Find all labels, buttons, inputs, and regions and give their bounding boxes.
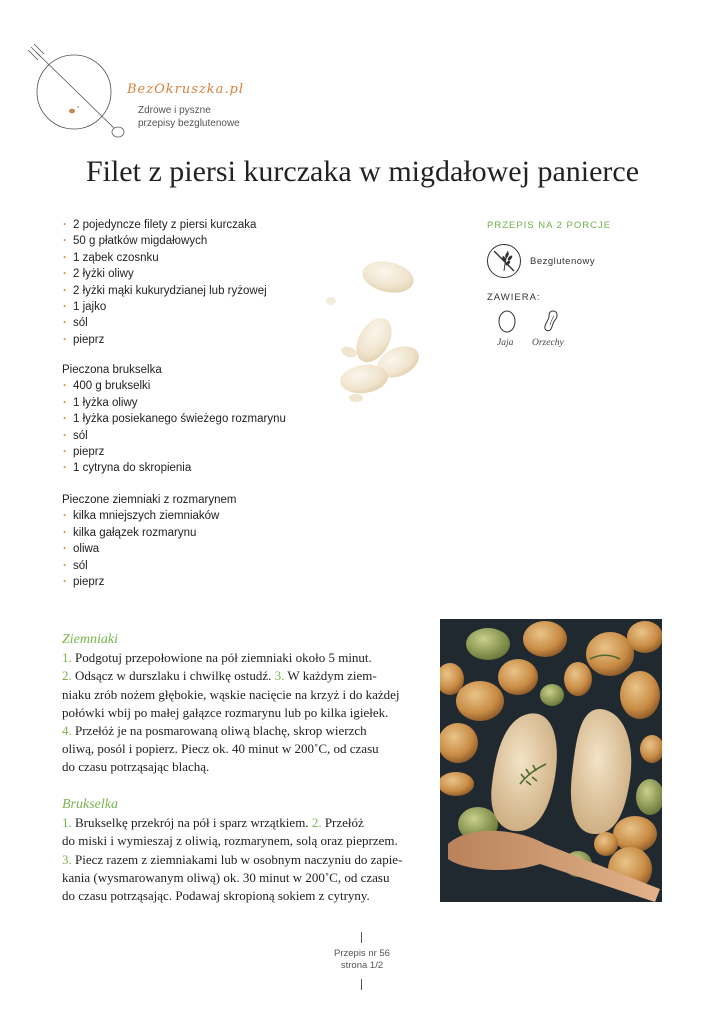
method-line xyxy=(62,814,427,832)
method-line: niaku zrób nożem głębokie, wąskie nacięcie na krzyż i do każdej xyxy=(62,686,400,702)
method-line: połówki wbij po małej gałązce rozmarynu lub po kilka igiełek. xyxy=(62,704,389,720)
method-heading: Ziemniaki xyxy=(62,632,118,647)
egg-icon xyxy=(497,309,517,333)
brand-logo xyxy=(22,40,132,140)
list-item: · 1 łyżka posiekanego świeżego rozmarynu xyxy=(62,411,286,427)
method-line xyxy=(62,851,427,869)
nut-icon xyxy=(541,309,561,333)
method-line: do czasu potrząsając blachą. xyxy=(62,759,210,775)
step-number: 1. xyxy=(62,650,72,666)
method-line xyxy=(62,722,427,740)
list-item: · oliwa xyxy=(62,541,236,557)
step-number: 4. xyxy=(62,723,72,739)
tagline-line-1: Zdrowe i pyszne xyxy=(138,105,211,116)
list-item: · 2 łyżki mąki kukurydzianej lub ryżowej xyxy=(62,283,267,299)
method-line xyxy=(62,649,427,667)
portions-label: PRZEPIS NA 2 PORCJE xyxy=(487,220,612,231)
ingredients-brussels xyxy=(62,362,286,477)
section-heading: Pieczona brukselka xyxy=(62,364,162,376)
method-line: kania (wysmarowanym oliwą) ok. 30 minut w 200˚C, od czasu xyxy=(62,869,390,885)
list-item: · 1 łyżka oliwy xyxy=(62,395,286,411)
list-item: · kilka mniejszych ziemniaków xyxy=(62,508,236,524)
list-item: · 2 pojedyncze filety z piersi kurczaka xyxy=(62,217,267,233)
section-heading: Pieczone ziemniaki z rozmarynem xyxy=(62,494,237,506)
gluten-free-icon xyxy=(486,243,522,279)
list-item: · 1 jajko xyxy=(62,299,267,315)
brand-tagline xyxy=(138,104,268,130)
step-text: Odsącz w durszlaku i chwilkę ostudź. xyxy=(71,668,275,684)
footer xyxy=(300,948,424,972)
recipe-number: Przepis nr 56 xyxy=(334,948,390,959)
step-number: 2. xyxy=(311,815,322,831)
method-brussels xyxy=(62,796,427,905)
step-text: Podgotuj przepołowione na pół ziemniaki około 5 minut. xyxy=(71,650,372,666)
ingredients-main xyxy=(62,217,267,348)
list-item: · 50 g płatków migdałowych xyxy=(62,233,267,249)
footer-divider-top xyxy=(361,932,362,943)
list-item: · 400 g brukselki xyxy=(62,378,286,394)
step-text: Piecz razem z ziemniakami lub w osobnym naczyniu do zapie- xyxy=(71,851,403,867)
step-number: 3. xyxy=(62,851,72,867)
allergen-label-egg: Jaja xyxy=(497,338,514,348)
step-number: 3. xyxy=(274,668,285,684)
dish-photo xyxy=(440,619,662,902)
almonds-image xyxy=(318,255,428,405)
gluten-free-label: Bezglutenowy xyxy=(530,256,596,267)
step-text: Brukselkę przekrój na pół i sparz wrzątkiem. xyxy=(71,815,312,831)
list-item: · pieprz xyxy=(62,332,267,348)
list-item: · pieprz xyxy=(62,574,236,590)
step-number: 2. xyxy=(62,668,72,684)
list-item: · 2 łyżki oliwy xyxy=(62,266,267,282)
step-number: 1. xyxy=(62,815,72,831)
allergen-label-nuts: Orzechy xyxy=(532,338,564,348)
method-line xyxy=(62,667,427,685)
list-item: · 1 cytryna do skropienia xyxy=(62,460,286,476)
list-item: · pieprz xyxy=(62,444,286,460)
method-heading: Brukselka xyxy=(62,797,118,812)
method-line: do czasu potrząsając. Podawaj skropioną sokiem z cytryny. xyxy=(62,888,370,904)
method-line: oliwą, posól i popierz. Piecz ok. 40 minut w 200˚C, od czasu xyxy=(62,741,379,757)
list-item: · sól xyxy=(62,428,286,444)
page-number: strona 1/2 xyxy=(340,960,384,971)
list-item: · sól xyxy=(62,558,236,574)
method-potatoes xyxy=(62,631,427,777)
contains-heading: ZAWIERA: xyxy=(487,292,541,303)
recipe-title: Filet z piersi kurczaka w migdałowej panierce xyxy=(85,155,640,188)
ingredients-potatoes xyxy=(62,492,236,590)
list-item: · sól xyxy=(62,315,267,331)
footer-divider-bottom xyxy=(361,979,362,990)
step-text: W każdym ziem- xyxy=(284,668,377,684)
brand-name: BezOkruszka.pl xyxy=(127,82,244,97)
list-item: · 1 ząbek czosnku xyxy=(62,250,267,266)
tagline-line-2: przepisy bezglutenowe xyxy=(138,118,240,129)
step-text: Przełóż xyxy=(321,815,364,831)
list-item: · kilka gałązek rozmarynu xyxy=(62,525,236,541)
method-line: do miski i wymieszaj z oliwią, rozmarynem, solą oraz pieprzem. xyxy=(62,833,398,849)
step-text: Przełóż je na posmarowaną oliwą blachę, skrop wierzch xyxy=(71,723,367,739)
